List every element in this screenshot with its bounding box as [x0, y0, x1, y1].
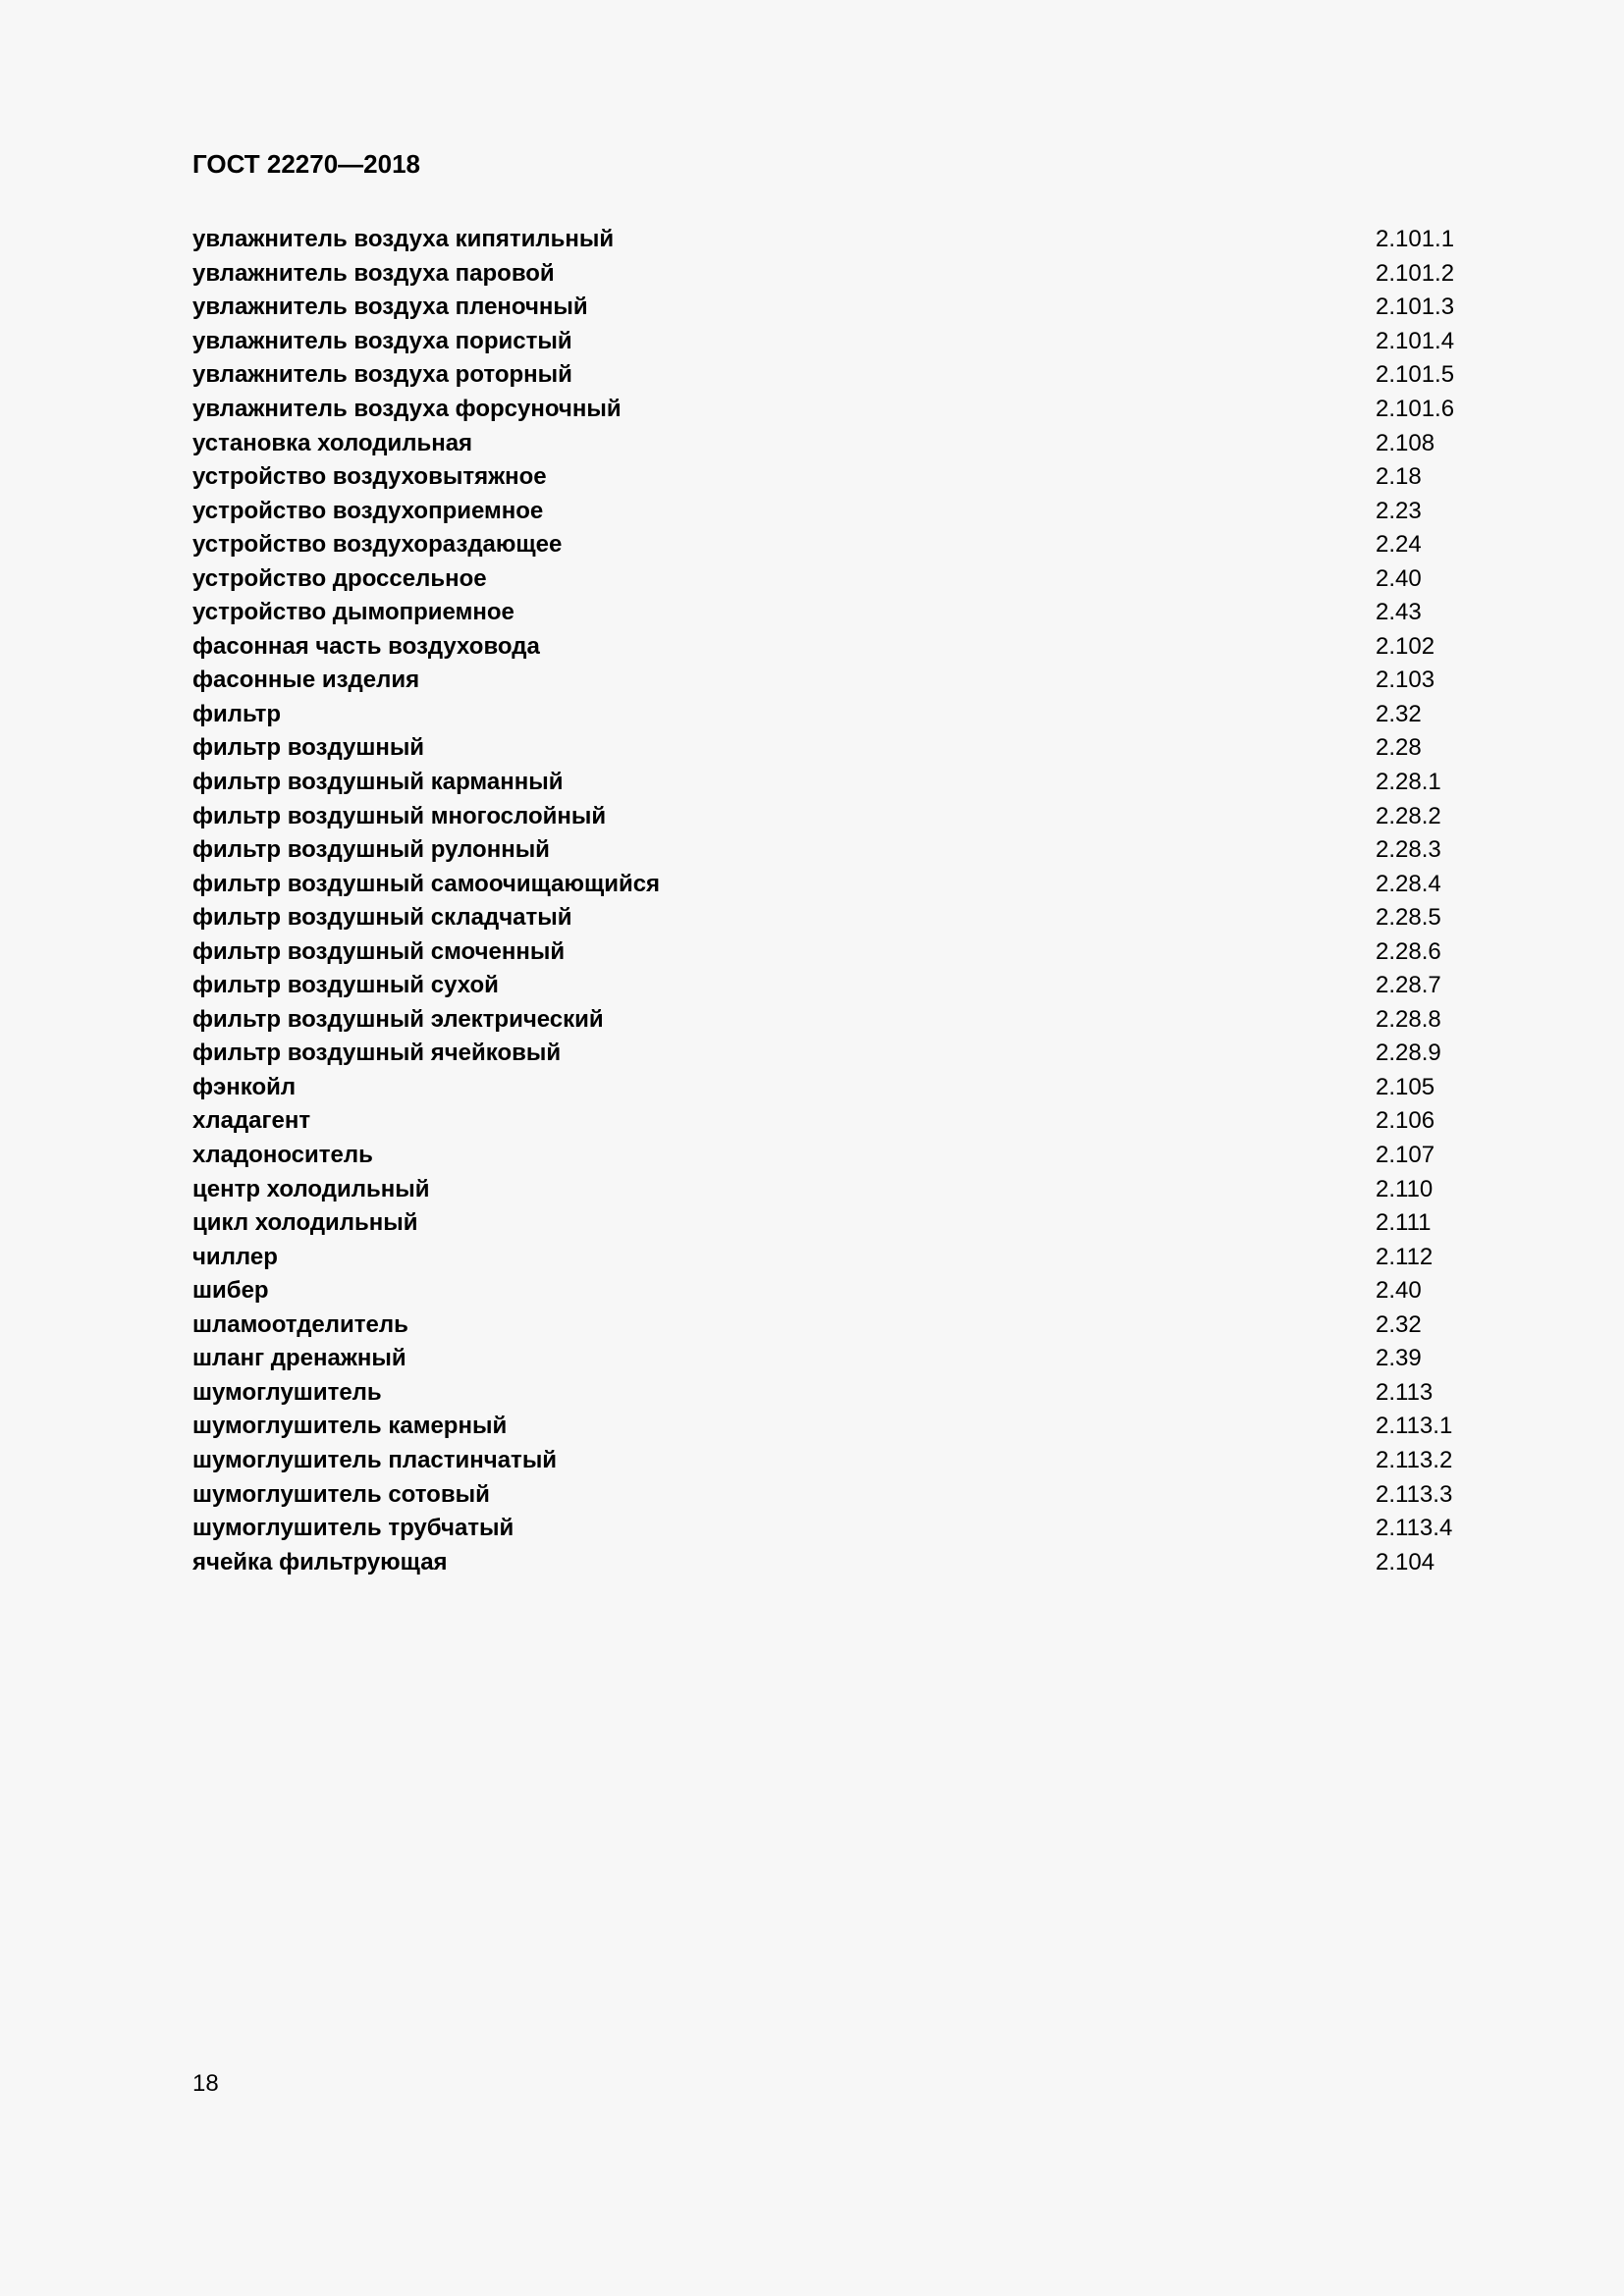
index-reference: 2.113.2 [1376, 1446, 1453, 1473]
index-entry [192, 1410, 1469, 1444]
document-header: ГОСТ 22270—2018 [192, 149, 420, 179]
index-term: фильтр воздушный сухой [192, 972, 499, 999]
index-entry [192, 1139, 1469, 1173]
index-entry [192, 969, 1469, 1003]
index-entry [192, 596, 1469, 630]
index-entry [192, 833, 1469, 868]
index-term: устройство воздухоприемное [192, 497, 544, 524]
index-reference: 2.28.3 [1376, 836, 1441, 864]
index-term: увлажнитель воздуха форсуночный [192, 396, 622, 422]
index-reference: 2.103 [1376, 667, 1435, 694]
index-reference: 2.28.7 [1376, 972, 1441, 999]
index-term: шламоотделитель [192, 1310, 408, 1338]
index-reference: 2.32 [1376, 700, 1422, 727]
index-entry [192, 561, 1469, 596]
index-term: устройство дроссельное [192, 564, 487, 592]
index-reference: 2.113.4 [1376, 1515, 1453, 1542]
index-term: увлажнитель воздуха паровой [192, 259, 555, 287]
index-entry [192, 1545, 1469, 1579]
index-term: шумоглушитель сотовый [192, 1480, 490, 1508]
index-entry [192, 664, 1469, 698]
index-reference: 2.28.4 [1376, 870, 1441, 897]
index-term: фильтр воздушный электрический [192, 1005, 604, 1033]
index-reference: 2.101.6 [1376, 396, 1455, 422]
index-reference: 2.28.9 [1376, 1040, 1441, 1067]
index-term: фасонная часть воздуховода [192, 632, 540, 660]
index-entry [192, 1444, 1469, 1478]
index-reference: 2.40 [1376, 1277, 1422, 1305]
index-reference: 2.104 [1376, 1548, 1435, 1575]
index-entry [192, 698, 1469, 732]
index-reference: 2.28 [1376, 734, 1422, 762]
index-term: фильтр [192, 700, 282, 727]
index-reference: 2.113.3 [1376, 1480, 1453, 1508]
index-entry [192, 393, 1469, 427]
index-term: шибер [192, 1277, 269, 1305]
index-entry [192, 528, 1469, 562]
index-entry [192, 1308, 1469, 1343]
index-reference: 2.108 [1376, 429, 1435, 456]
index-entry [192, 867, 1469, 901]
index-reference: 2.102 [1376, 632, 1435, 660]
index-reference: 2.107 [1376, 1142, 1435, 1169]
index-entry [192, 630, 1469, 665]
index-entry [192, 223, 1469, 257]
index-term: увлажнитель воздуха кипятильный [192, 226, 615, 253]
index-entry [192, 1376, 1469, 1411]
index-term: устройство дымоприемное [192, 599, 514, 626]
index-reference: 2.106 [1376, 1107, 1435, 1135]
index-reference: 2.43 [1376, 599, 1422, 626]
index-entry [192, 934, 1469, 969]
index-reference: 2.101.4 [1376, 327, 1455, 354]
index-term: фильтр воздушный смоченный [192, 937, 566, 965]
index-reference: 2.101.1 [1376, 226, 1455, 253]
index-reference: 2.28.6 [1376, 937, 1441, 965]
index-reference: 2.101.2 [1376, 259, 1455, 287]
index-term: ячейка фильтрующая [192, 1548, 448, 1575]
index-term: фильтр воздушный складчатый [192, 904, 572, 932]
index-reference: 2.28.2 [1376, 802, 1441, 829]
index-entry [192, 257, 1469, 292]
index-entry [192, 460, 1469, 495]
index-entry [192, 1037, 1469, 1071]
index-reference: 2.28.8 [1376, 1005, 1441, 1033]
index-term: фильтр воздушный рулонный [192, 836, 550, 864]
index-term: увлажнитель воздуха роторный [192, 361, 572, 389]
index-reference: 2.101.3 [1376, 294, 1455, 321]
index-reference: 2.39 [1376, 1345, 1422, 1372]
index-entry [192, 1274, 1469, 1308]
index-reference: 2.40 [1376, 564, 1422, 592]
index-entry [192, 766, 1469, 800]
index-entry [192, 325, 1469, 359]
index-reference: 2.111 [1376, 1209, 1432, 1237]
index-reference: 2.113.1 [1376, 1413, 1453, 1440]
index-entry [192, 799, 1469, 833]
index-reference: 2.18 [1376, 463, 1422, 491]
index-term: фильтр воздушный самоочищающийся [192, 870, 661, 897]
index-reference: 2.32 [1376, 1310, 1422, 1338]
index-term: хладоноситель [192, 1142, 373, 1169]
index-term: шумоглушитель трубчатый [192, 1515, 514, 1542]
index-term: увлажнитель воздуха пленочный [192, 294, 588, 321]
index-reference: 2.105 [1376, 1073, 1435, 1100]
index-term: центр холодильный [192, 1175, 430, 1202]
index-reference: 2.28.5 [1376, 904, 1441, 932]
index-entry [192, 901, 1469, 935]
index-reference: 2.23 [1376, 497, 1422, 524]
index-entry [192, 1240, 1469, 1274]
index-term: устройство воздухораздающее [192, 531, 563, 559]
page-number: 18 [192, 2070, 219, 2097]
index-entry [192, 1071, 1469, 1105]
index-term: фасонные изделия [192, 667, 420, 694]
index-entry [192, 291, 1469, 325]
index-term: фильтр воздушный многослойный [192, 802, 607, 829]
index-reference: 2.101.5 [1376, 361, 1455, 389]
index-term: фильтр воздушный [192, 734, 425, 762]
index-entry [192, 426, 1469, 460]
index-term: шумоглушитель [192, 1378, 382, 1406]
index-entry [192, 1172, 1469, 1206]
index-reference: 2.112 [1376, 1243, 1434, 1270]
index-term: чиллер [192, 1243, 278, 1270]
index-term: устройство воздуховытяжное [192, 463, 547, 491]
index-entry [192, 1003, 1469, 1038]
index-reference: 2.110 [1376, 1175, 1434, 1202]
index-reference: 2.113 [1376, 1378, 1434, 1406]
index-entry [192, 731, 1469, 766]
index-term: установка холодильная [192, 429, 473, 456]
index-term: фэнкойл [192, 1073, 297, 1100]
index-term: цикл холодильный [192, 1209, 418, 1237]
term-index-list [192, 223, 1469, 1579]
index-term: фильтр воздушный ячейковый [192, 1040, 562, 1067]
index-entry [192, 1104, 1469, 1139]
index-term: увлажнитель воздуха пористый [192, 327, 572, 354]
index-entry [192, 1512, 1469, 1546]
index-term: шумоглушитель пластинчатый [192, 1446, 558, 1473]
index-term: фильтр воздушный карманный [192, 769, 564, 796]
index-reference: 2.24 [1376, 531, 1422, 559]
index-term: шланг дренажный [192, 1345, 406, 1372]
index-entry [192, 494, 1469, 528]
index-reference: 2.28.1 [1376, 769, 1441, 796]
index-entry [192, 1206, 1469, 1241]
index-term: шумоглушитель камерный [192, 1413, 508, 1440]
index-entry [192, 1342, 1469, 1376]
index-entry [192, 358, 1469, 393]
index-term: хладагент [192, 1107, 311, 1135]
index-entry [192, 1477, 1469, 1512]
